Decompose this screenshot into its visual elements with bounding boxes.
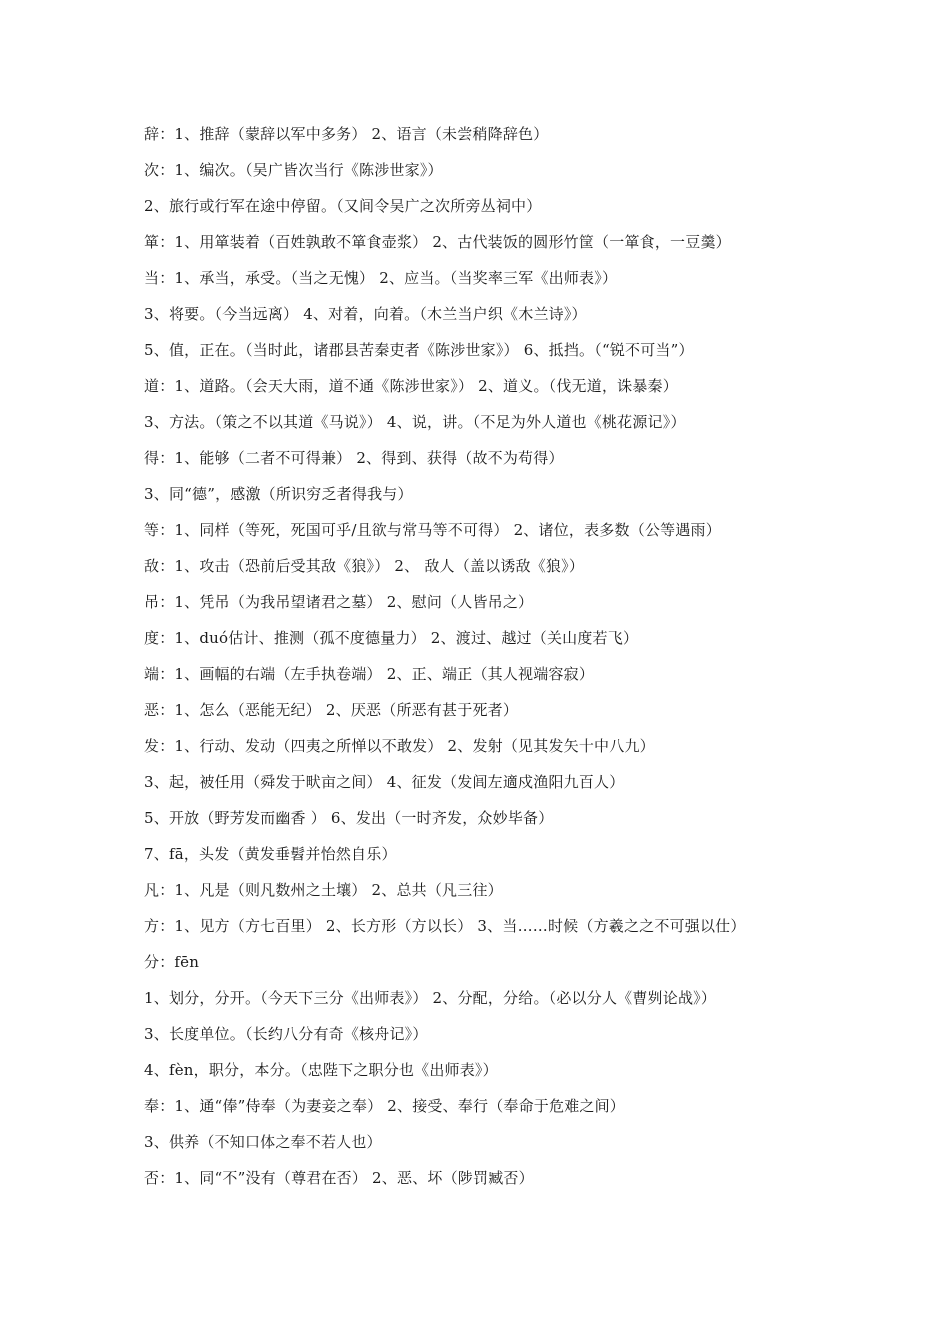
text-line: 3、长度单位。（长约八分有奇《核舟记》） — [144, 1025, 428, 1043]
text-line: 4、fèn，职分，本分。（忠陛下之职分也《出师表》） — [144, 1061, 498, 1079]
text-line: 奉：1、通“俸”侍奉（为妻妾之奉） 2、接受、奉行（奉命于危难之间） — [144, 1097, 625, 1115]
text-line: 度：1、duó估计、推测（孤不度德量力） 2、渡过、越过（关山度若飞） — [144, 629, 639, 647]
text-line: 凡：1、凡是（则凡数州之土壤） 2、总共（凡三往） — [144, 881, 503, 899]
text-line: 敌：1、攻击（恐前后受其敌《狼》） 2、 敌人（盖以诱敌《狼》） — [144, 557, 585, 575]
text-line: 3、同“德”，感激（所识穷乏者得我与） — [144, 485, 413, 503]
text-line: 得：1、能够（二者不可得兼） 2、得到、获得（故不为苟得） — [144, 449, 564, 467]
text-line: 5、开放（野芳发而幽香 ） 6、发出（一时齐发，众妙毕备） — [144, 809, 554, 827]
text-line: 7、fā，头发（黄发垂髫并怡然自乐） — [144, 845, 397, 863]
text-line: 否：1、同“不”没有（尊君在否） 2、恶、坏（陟罚臧否） — [144, 1169, 534, 1187]
text-line: 恶：1、怎么（恶能无纪） 2、厌恶（所恶有甚于死者） — [144, 701, 519, 719]
text-line: 辞：1、推辞（蒙辞以军中多务） 2、语言（未尝稍降辞色） — [144, 125, 549, 143]
document-body — [144, 122, 844, 1202]
text-line: 方：1、见方（方七百里） 2、长方形（方以长） 3、当……时候（方羲之之不可强以仕） — [144, 917, 746, 935]
text-line: 1、划分，分开。（今天下三分《出师表》） 2、分配，分给。（必以分人《曹刿论战》） — [144, 989, 717, 1007]
text-line: 3、将要。（今当远离） 4、对着，向着。（木兰当户织《木兰诗》） — [144, 305, 587, 323]
text-line: 分：fēn — [144, 953, 200, 971]
text-line: 当：1、承当，承受。（当之无愧） 2、应当。（当奖率三军《出师表》） — [144, 269, 618, 287]
text-line: 箪：1、用箪装着（百姓孰敢不箪食壶浆） 2、古代装饭的圆形竹筐（一箪食，一豆羹） — [144, 233, 731, 251]
text-line: 道：1、道路。（会天大雨，道不通《陈涉世家》） 2、道义。（伐无道，诛暴秦） — [144, 377, 678, 395]
text-line: 发：1、行动、发动（四夷之所惮以不敢发） 2、发射（见其发矢十中八九） — [144, 737, 655, 755]
text-line: 等：1、同样（等死，死国可乎/且欲与常马等不可得） 2、诸位，表多数（公等遇雨） — [144, 521, 721, 539]
text-line: 3、供养（不知口体之奉不若人也） — [144, 1133, 382, 1151]
text-line: 3、方法。（策之不以其道《马说》） 4、说，讲。（不足为外人道也《桃花源记》） — [144, 413, 686, 431]
text-line: 次：1、编次。（吴广皆次当行《陈涉世家》） — [144, 161, 443, 179]
text-line: 端：1、画幅的右端（左手执卷端） 2、正、端正（其人视端容寂） — [144, 665, 595, 683]
text-line: 5、值，正在。（当时此，诸郡县苦秦吏者《陈涉世家》） 6、抵挡。（“锐不可当”） — [144, 341, 694, 359]
text-line: 3、起，被任用（舜发于畎亩之间） 4、征发（发闾左適戍渔阳九百人） — [144, 773, 625, 791]
text-line: 2、旅行或行军在途中停留。（又间令吴广之次所旁丛祠中） — [144, 197, 542, 215]
text-line: 吊：1、凭吊（为我吊望诸君之墓） 2、慰问（人皆吊之） — [144, 593, 534, 611]
